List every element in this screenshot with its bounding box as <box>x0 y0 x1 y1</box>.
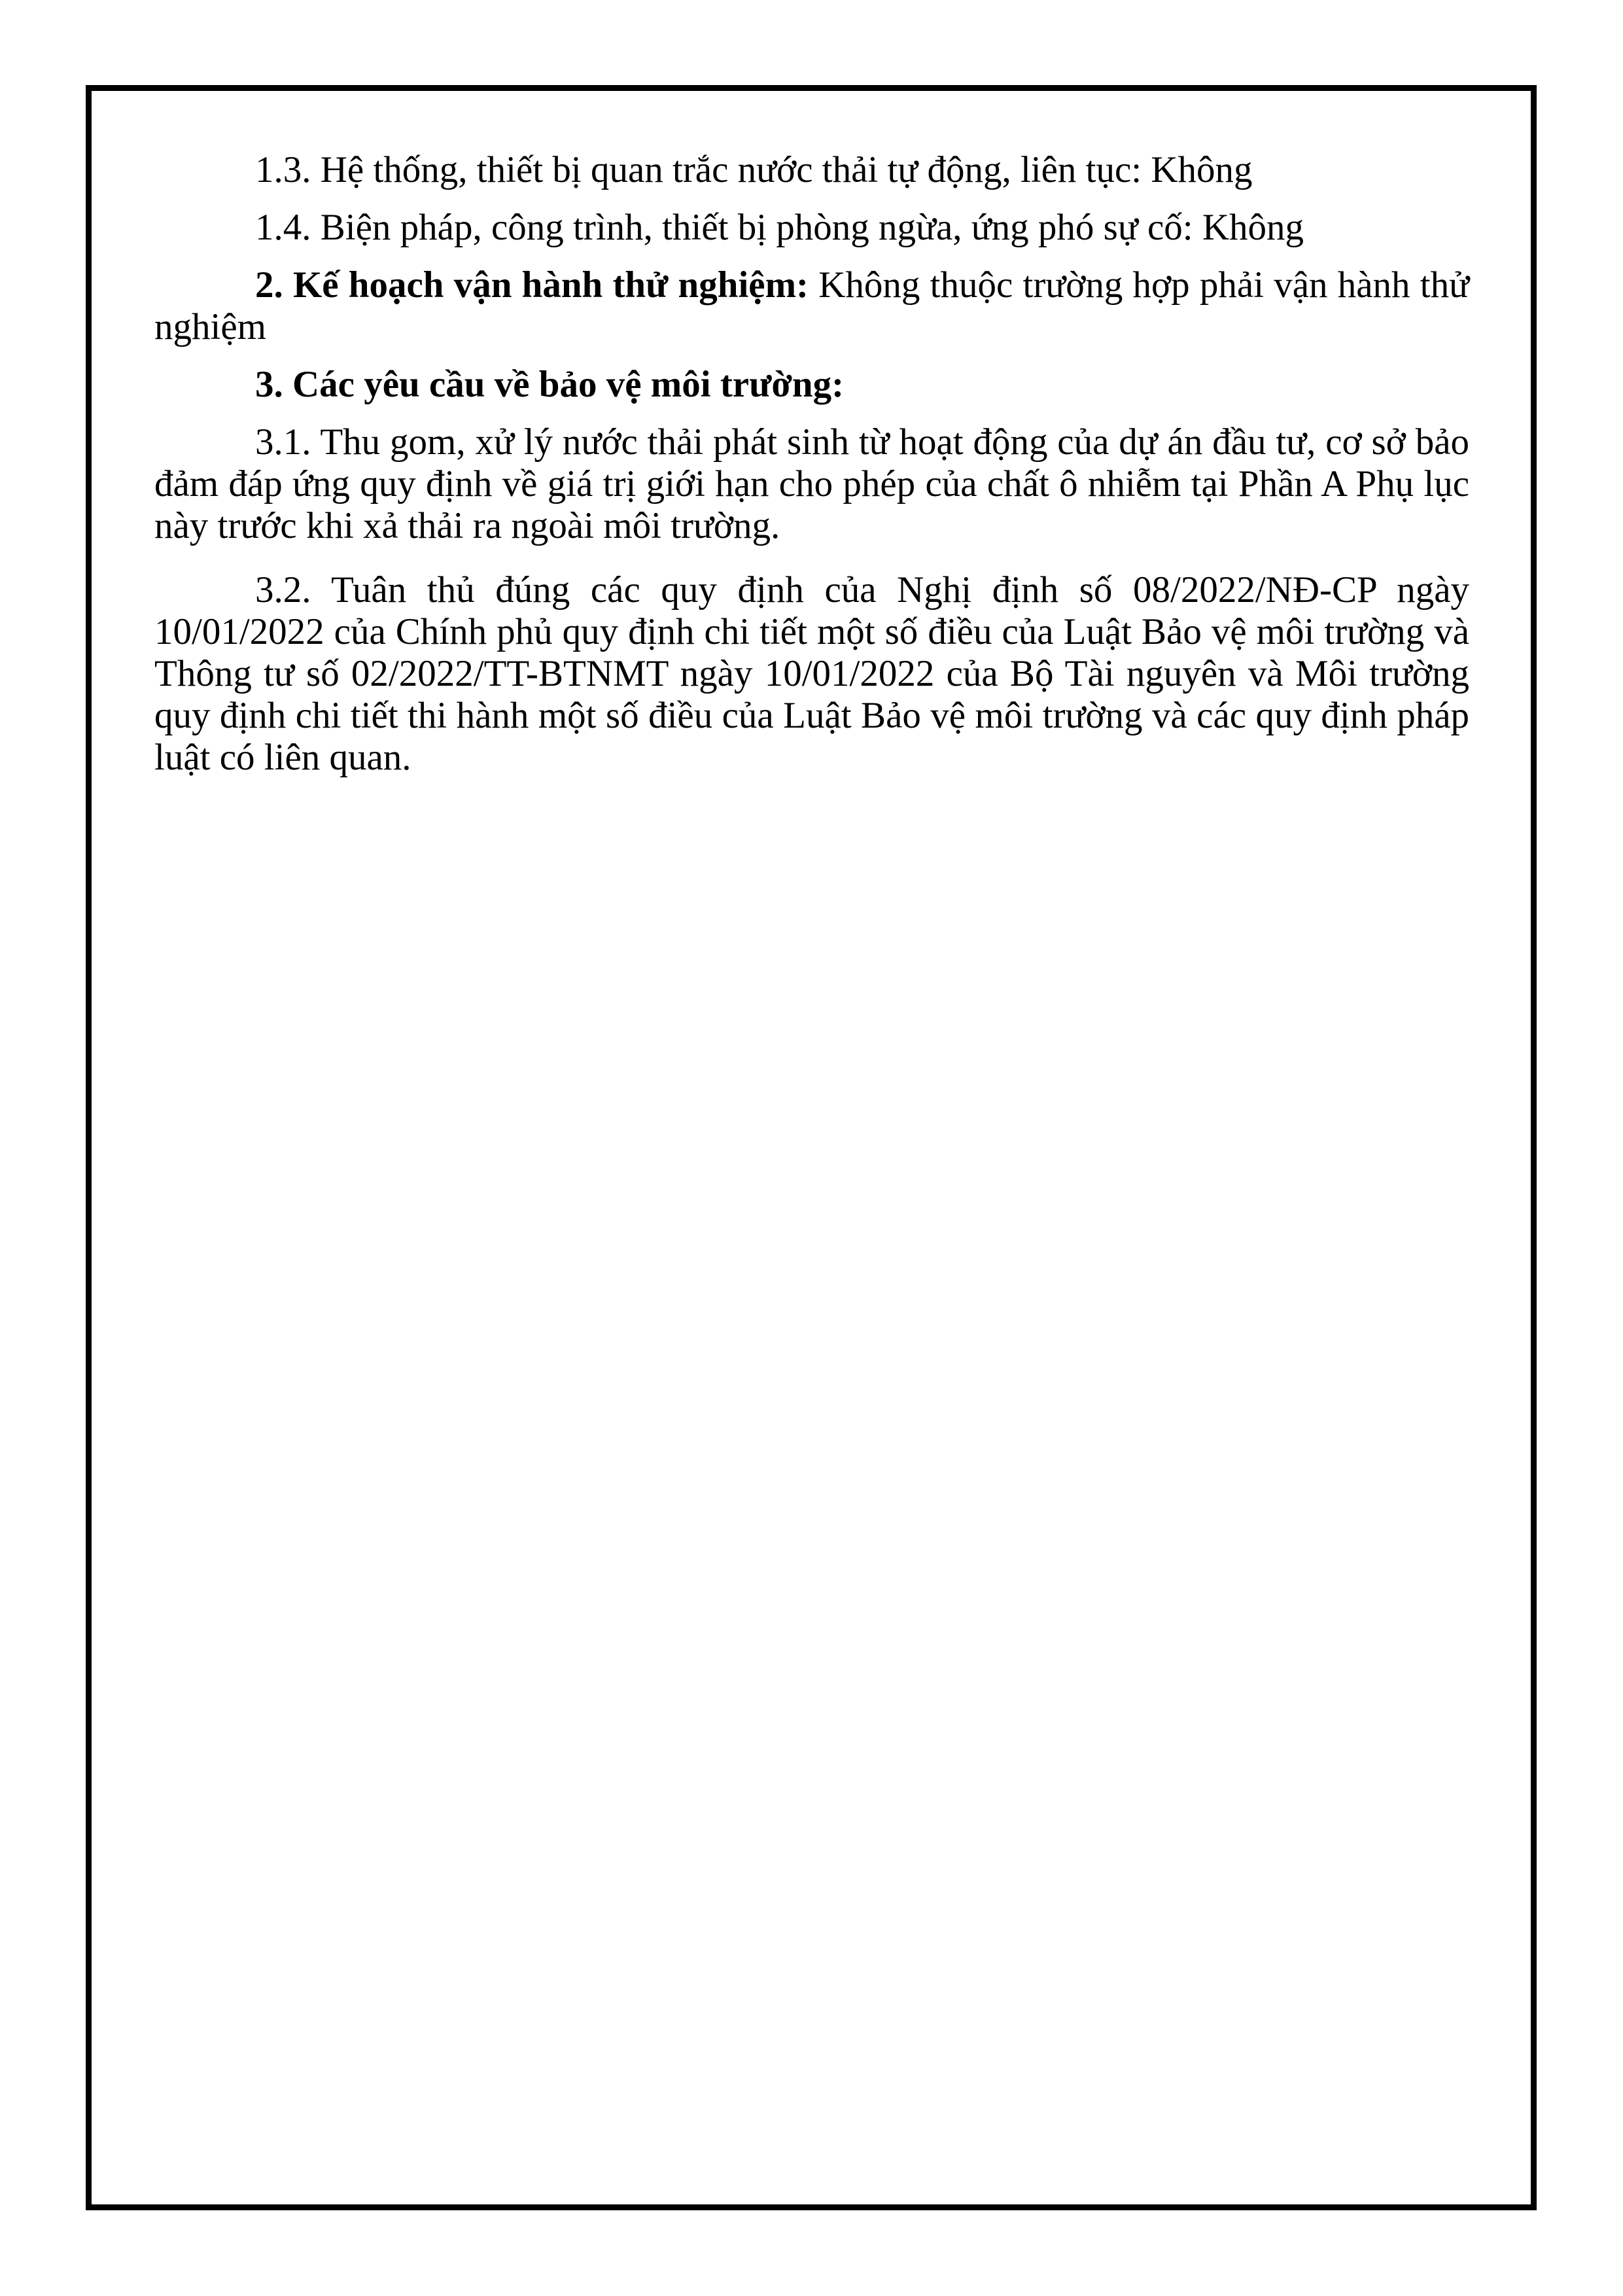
item-3-2: 3.2. Tuân thủ đúng các quy định của Nghị định số 08/2022/NĐ-CP ngày 10/01/2022 của Chính phủ quy định chi tiết một số điều của Luật Bảo vệ môi trường và Thông tư số 02/2022/TT-BTNMT ngày 10/01/2022 của Bộ Tài nguyên và Môi trường quy định chi tiết thi hành một số điều của Luật Bảo vệ môi trường và các quy định pháp luật có liên quan. <box>154 569 1469 778</box>
document-body <box>154 149 1469 796</box>
item-3-1: 3.1. Thu gom, xử lý nước thải phát sinh từ hoạt động của dự án đầu tư, cơ sở bảo đảm đáp ứng quy định về giá trị giới hạn cho phép của chất ô nhiễm tại Phần A Phụ lục này trước khi xả thải ra ngoài môi trường. <box>154 421 1469 546</box>
item-1-4: 1.4. Biện pháp, công trình, thiết bị phòng ngừa, ứng phó sự cố: Không <box>255 207 1304 248</box>
section-3-heading: 3. Các yêu cầu về bảo vệ môi trường: <box>255 364 845 405</box>
section-2-text: Không thuộc trường hợp phải vận hành thử nghiệm <box>154 264 1469 347</box>
section-2 <box>154 264 1469 348</box>
item-1-3: 1.3. Hệ thống, thiết bị quan trắc nước thải tự động, liên tục: Không <box>255 149 1253 190</box>
section-2-heading: 2. Kế hoạch vận hành thử nghiệm: <box>255 264 809 306</box>
